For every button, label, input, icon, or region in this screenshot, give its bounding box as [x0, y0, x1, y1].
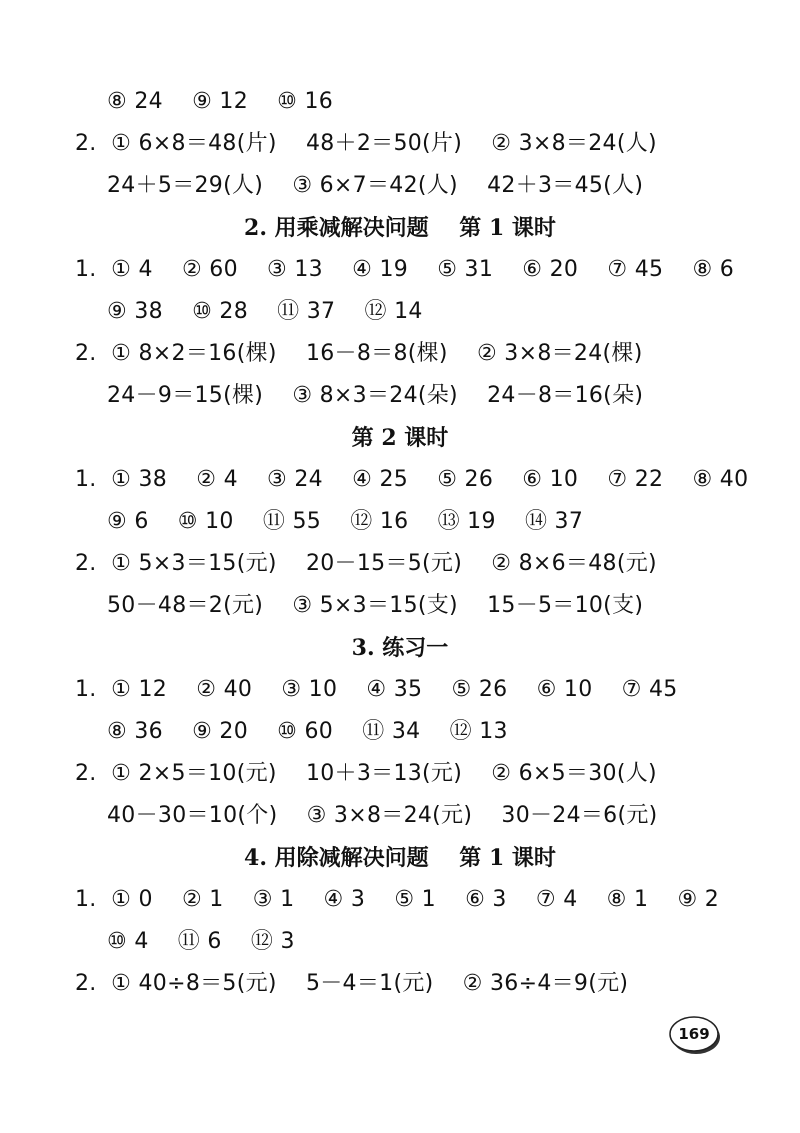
- answer-line: 2. ① 40÷8＝5(元) 5－4＝1(元) ② 36÷4＝9(元): [75, 971, 629, 996]
- section-heading: 3. 练习一: [351, 635, 449, 661]
- answer-line: ⑧ 24 ⑨ 12 ⑩ 16: [107, 89, 334, 114]
- answer-line: 1. ① 0 ② 1 ③ 1 ④ 3 ⑤ 1 ⑥ 3 ⑦ 4 ⑧ 1 ⑨ 2: [75, 887, 720, 912]
- answer-line: 40－30＝10(个) ③ 3×8＝24(元) 30－24＝6(元): [107, 803, 658, 828]
- answer-line: ⑩ 4 ⑪ 6 ⑫ 3: [107, 929, 295, 954]
- section-heading: 第 2 课时: [351, 425, 449, 451]
- answer-line: ⑨ 6 ⑩ 10 ⑪ 55 ⑫ 16 ⑬ 19 ⑭ 37: [107, 509, 584, 534]
- answer-line: 24－9＝15(棵) ③ 8×3＝24(朵) 24－8＝16(朵): [107, 383, 644, 408]
- answer-line: 50－48＝2(元) ③ 5×3＝15(支) 15－5＝10(支): [107, 593, 644, 618]
- page-number: 169: [678, 1025, 710, 1043]
- answer-line: 2. ① 6×8＝48(片) 48＋2＝50(片) ② 3×8＝24(人): [75, 131, 657, 156]
- answer-line: 2. ① 5×3＝15(元) 20－15＝5(元) ② 8×6＝48(元): [75, 551, 657, 576]
- answer-line: 1. ① 38 ② 4 ③ 24 ④ 25 ⑤ 26 ⑥ 10 ⑦ 22 ⑧ 40: [75, 467, 749, 492]
- answer-line: 24＋5＝29(人) ③ 6×7＝42(人) 42＋3＝45(人): [107, 173, 644, 198]
- page-number-badge: [669, 1016, 721, 1056]
- answer-line: 2. ① 8×2＝16(棵) 16－8＝8(棵) ② 3×8＝24(棵): [75, 341, 643, 366]
- section-heading: 4. 用除减解决问题 第 1 课时: [244, 845, 556, 871]
- answer-line: 1. ① 12 ② 40 ③ 10 ④ 35 ⑤ 26 ⑥ 10 ⑦ 45: [75, 677, 678, 702]
- answer-line: ⑨ 38 ⑩ 28 ⑪ 37 ⑫ 14: [107, 299, 423, 324]
- answer-line: 2. ① 2×5＝10(元) 10＋3＝13(元) ② 6×5＝30(人): [75, 761, 657, 786]
- answer-line: 1. ① 4 ② 60 ③ 13 ④ 19 ⑤ 31 ⑥ 20 ⑦ 45 ⑧ 6: [75, 257, 735, 282]
- answer-line: ⑧ 36 ⑨ 20 ⑩ 60 ⑪ 34 ⑫ 13: [107, 719, 508, 744]
- section-heading: 2. 用乘减解决问题 第 1 课时: [244, 215, 556, 241]
